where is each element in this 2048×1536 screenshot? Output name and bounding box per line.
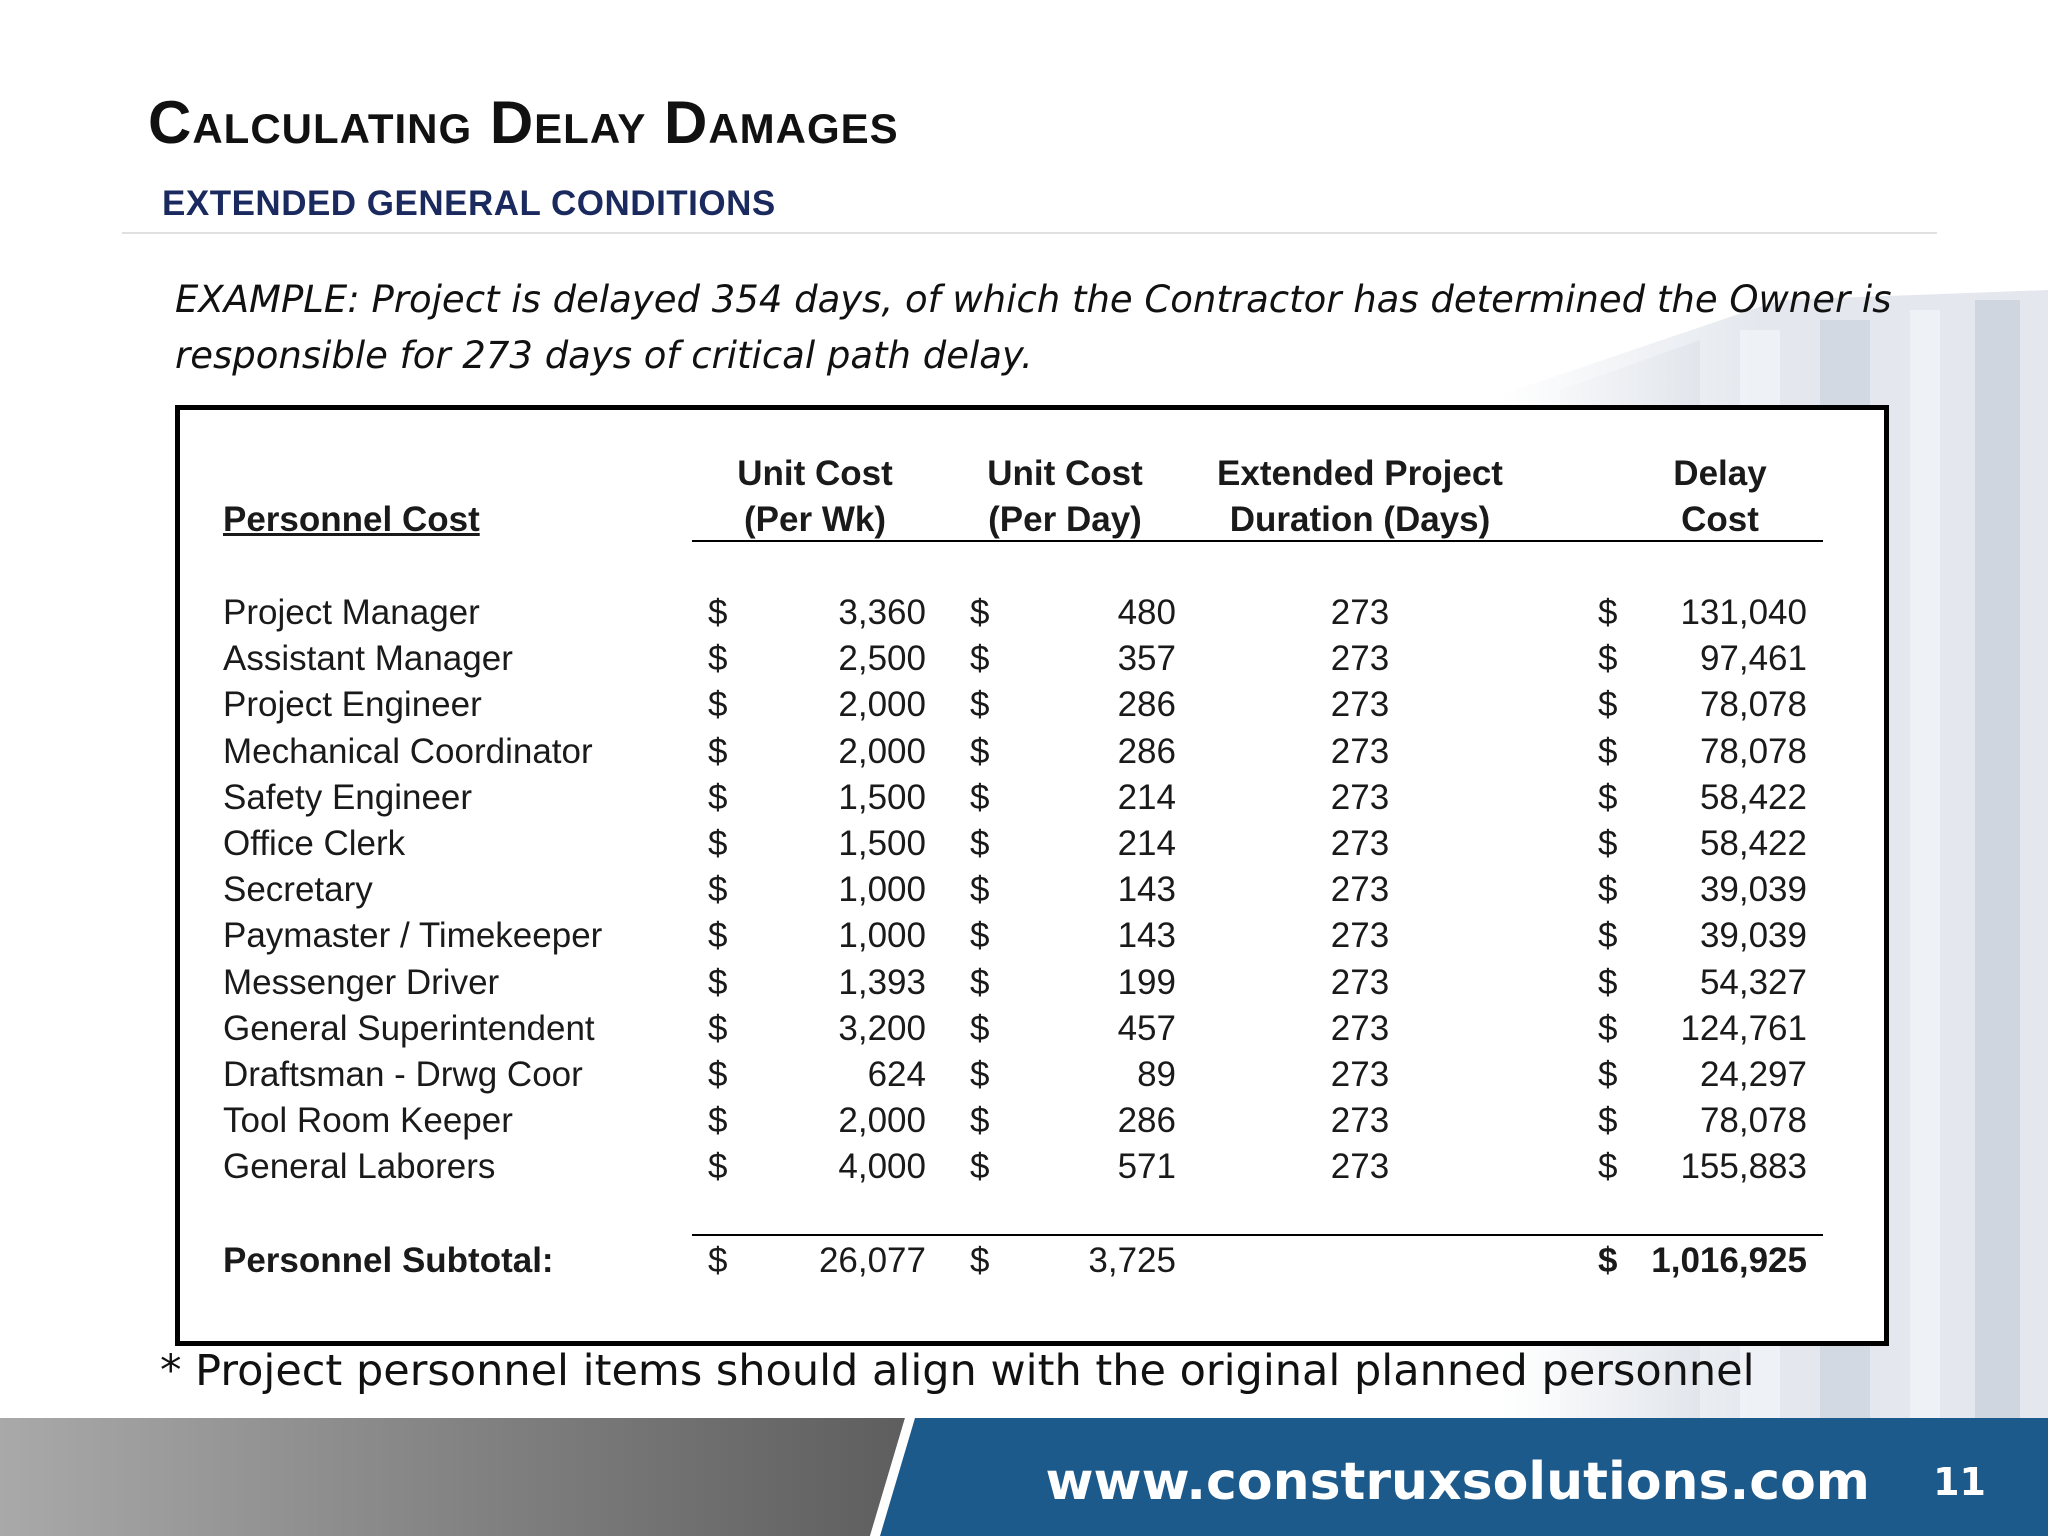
row-unit-cost-per-day: 214 <box>1117 777 1176 817</box>
row-position-name: Assistant Manager <box>223 639 513 679</box>
subtotal-wk-currency: $ <box>708 1241 728 1280</box>
row-unit-cost-per-wk: 2,000 <box>838 685 926 725</box>
row-position-name: Draftsman - Drwg Coor <box>223 1055 583 1094</box>
row-unit-cost-per-day: 89 <box>1137 1055 1176 1094</box>
row-position-name: Mechanical Coordinator <box>223 731 593 771</box>
row-day-currency: $ <box>970 1008 990 1048</box>
row-position-name: Paymaster / Timekeeper <box>223 916 603 956</box>
header-delay-cost-line1: Delay <box>1673 454 1767 493</box>
row-position-name: Secretary <box>223 870 373 910</box>
header-extended-duration-line1: Extended Project <box>1217 454 1503 493</box>
row-unit-cost-per-day: 571 <box>1117 1147 1176 1187</box>
row-unit-cost-per-wk: 1,393 <box>838 962 926 1002</box>
row-delay-currency: $ <box>1598 731 1618 771</box>
row-unit-cost-per-day: 286 <box>1117 685 1176 725</box>
row-delay-currency: $ <box>1598 916 1618 956</box>
row-delay-cost: 78,078 <box>1699 731 1807 771</box>
row-day-currency: $ <box>970 685 990 725</box>
row-unit-cost-per-wk: 3,200 <box>838 1008 926 1048</box>
subtotal-rule <box>692 1234 1823 1236</box>
row-wk-currency: $ <box>708 870 728 910</box>
row-unit-cost-per-day: 199 <box>1117 962 1176 1002</box>
subtotal-delay-currency: $ <box>1598 1241 1618 1280</box>
row-wk-currency: $ <box>708 685 728 725</box>
website-url[interactable]: www.construxsolutions.com <box>1045 1452 1870 1512</box>
row-unit-cost-per-wk: 1,000 <box>838 870 926 910</box>
row-unit-cost-per-day: 143 <box>1117 870 1176 910</box>
row-unit-cost-per-day: 286 <box>1117 1101 1176 1141</box>
row-position-name: Project Engineer <box>223 685 482 725</box>
row-delay-cost: 58,422 <box>1699 777 1807 817</box>
row-delay-currency: $ <box>1598 824 1618 863</box>
row-delay-currency: $ <box>1598 685 1618 725</box>
header-extended-duration-line2: Duration (Days) <box>1229 500 1491 539</box>
row-delay-cost: 78,078 <box>1699 1101 1807 1141</box>
row-extended-days: 273 <box>1330 639 1390 679</box>
row-day-currency: $ <box>970 1055 990 1094</box>
row-day-currency: $ <box>970 639 990 679</box>
row-delay-cost: 131,040 <box>1680 593 1807 632</box>
row-day-currency: $ <box>970 731 990 771</box>
row-extended-days: 273 <box>1330 1055 1390 1094</box>
row-delay-cost: 78,078 <box>1699 685 1807 725</box>
row-unit-cost-per-day: 214 <box>1117 824 1176 863</box>
row-extended-days: 273 <box>1330 1147 1390 1187</box>
row-unit-cost-per-day: 357 <box>1117 639 1176 679</box>
header-unit-cost-day-line2: (Per Day) <box>988 500 1142 539</box>
row-day-currency: $ <box>970 870 990 910</box>
row-unit-cost-per-wk: 1,500 <box>838 777 926 817</box>
row-unit-cost-per-day: 286 <box>1117 731 1176 771</box>
row-wk-currency: $ <box>708 916 728 956</box>
header-personnel-cost: Personnel Cost <box>223 500 480 539</box>
row-wk-currency: $ <box>708 962 728 1002</box>
row-position-name: Tool Room Keeper <box>223 1101 513 1141</box>
row-delay-currency: $ <box>1598 962 1618 1002</box>
header-unit-cost-wk-line2: (Per Wk) <box>744 500 886 539</box>
row-delay-cost: 97,461 <box>1699 639 1807 679</box>
row-extended-days: 273 <box>1330 824 1390 863</box>
row-position-name: General Laborers <box>223 1147 496 1187</box>
delay-cost-table <box>175 405 1889 1346</box>
row-wk-currency: $ <box>708 639 728 679</box>
subtotal-label: Personnel Subtotal: <box>223 1241 554 1280</box>
row-position-name: Messenger Driver <box>223 962 500 1002</box>
row-extended-days: 273 <box>1330 1008 1390 1048</box>
row-position-name: Project Manager <box>223 593 480 632</box>
row-day-currency: $ <box>970 916 990 956</box>
row-position-name: General Superintendent <box>223 1008 595 1048</box>
row-day-currency: $ <box>970 1101 990 1141</box>
row-day-currency: $ <box>970 1147 990 1187</box>
row-extended-days: 273 <box>1330 1101 1390 1141</box>
row-delay-currency: $ <box>1598 1008 1618 1048</box>
header-unit-cost-day-line1: Unit Cost <box>987 454 1143 493</box>
row-delay-currency: $ <box>1598 593 1618 632</box>
row-day-currency: $ <box>970 824 990 863</box>
title-divider <box>122 232 1937 234</box>
row-wk-currency: $ <box>708 824 728 863</box>
row-wk-currency: $ <box>708 1101 728 1141</box>
row-delay-currency: $ <box>1598 777 1618 817</box>
row-position-name: Office Clerk <box>223 824 406 863</box>
row-extended-days: 273 <box>1330 777 1390 817</box>
row-extended-days: 273 <box>1330 593 1390 632</box>
row-wk-currency: $ <box>708 731 728 771</box>
row-unit-cost-per-wk: 4,000 <box>838 1147 926 1187</box>
row-wk-currency: $ <box>708 1008 728 1048</box>
row-delay-currency: $ <box>1598 639 1618 679</box>
row-day-currency: $ <box>970 777 990 817</box>
header-unit-cost-wk-line1: Unit Cost <box>737 454 893 493</box>
subtotal-delay-cost: 1,016,925 <box>1651 1241 1807 1280</box>
row-delay-cost: 24,297 <box>1699 1055 1807 1094</box>
row-wk-currency: $ <box>708 777 728 817</box>
row-unit-cost-per-wk: 624 <box>867 1055 926 1094</box>
row-delay-currency: $ <box>1598 1101 1618 1141</box>
row-extended-days: 273 <box>1330 962 1390 1002</box>
row-delay-cost: 39,039 <box>1699 870 1807 910</box>
row-delay-cost: 155,883 <box>1680 1147 1807 1187</box>
row-extended-days: 273 <box>1330 731 1390 771</box>
row-extended-days: 273 <box>1330 916 1390 956</box>
row-wk-currency: $ <box>708 1147 728 1187</box>
row-wk-currency: $ <box>708 593 728 632</box>
subtotal-per-day: 3,725 <box>1088 1241 1176 1280</box>
slide-subtitle: EXTENDED GENERAL CONDITIONS <box>162 184 776 223</box>
row-wk-currency: $ <box>708 1055 728 1094</box>
footnote: * Project personnel items should align with the original planned personnel <box>160 1346 1755 1396</box>
row-delay-cost: 124,761 <box>1680 1008 1807 1048</box>
row-extended-days: 273 <box>1330 685 1390 725</box>
subtotal-per-wk: 26,077 <box>818 1241 926 1280</box>
row-delay-currency: $ <box>1598 1055 1618 1094</box>
row-unit-cost-per-wk: 2,500 <box>838 639 926 679</box>
slide-title: Calculating Delay Damages <box>148 89 899 156</box>
page-number: 11 <box>1933 1460 1986 1504</box>
header-underline <box>692 540 1823 542</box>
row-day-currency: $ <box>970 593 990 632</box>
row-extended-days: 273 <box>1330 870 1390 910</box>
row-unit-cost-per-day: 143 <box>1117 916 1176 956</box>
row-unit-cost-per-wk: 1,000 <box>838 916 926 956</box>
row-unit-cost-per-day: 480 <box>1117 593 1176 632</box>
row-position-name: Safety Engineer <box>223 777 473 817</box>
row-unit-cost-per-wk: 3,360 <box>838 593 926 632</box>
row-delay-cost: 39,039 <box>1699 916 1807 956</box>
row-delay-currency: $ <box>1598 1147 1618 1187</box>
row-day-currency: $ <box>970 962 990 1002</box>
example-text: EXAMPLE: Project is delayed 354 days, of which the Contractor has determined the Owner is responsible for 273 days of critical path delay. <box>175 278 1892 377</box>
row-delay-cost: 58,422 <box>1699 824 1807 863</box>
row-unit-cost-per-wk: 2,000 <box>838 1101 926 1141</box>
header-delay-cost-line2: Cost <box>1681 500 1759 539</box>
row-unit-cost-per-day: 457 <box>1117 1008 1176 1048</box>
subtotal-day-currency: $ <box>970 1241 990 1280</box>
row-unit-cost-per-wk: 2,000 <box>838 731 926 771</box>
row-delay-cost: 54,327 <box>1699 962 1807 1002</box>
row-delay-currency: $ <box>1598 870 1618 910</box>
row-unit-cost-per-wk: 1,500 <box>838 824 926 863</box>
